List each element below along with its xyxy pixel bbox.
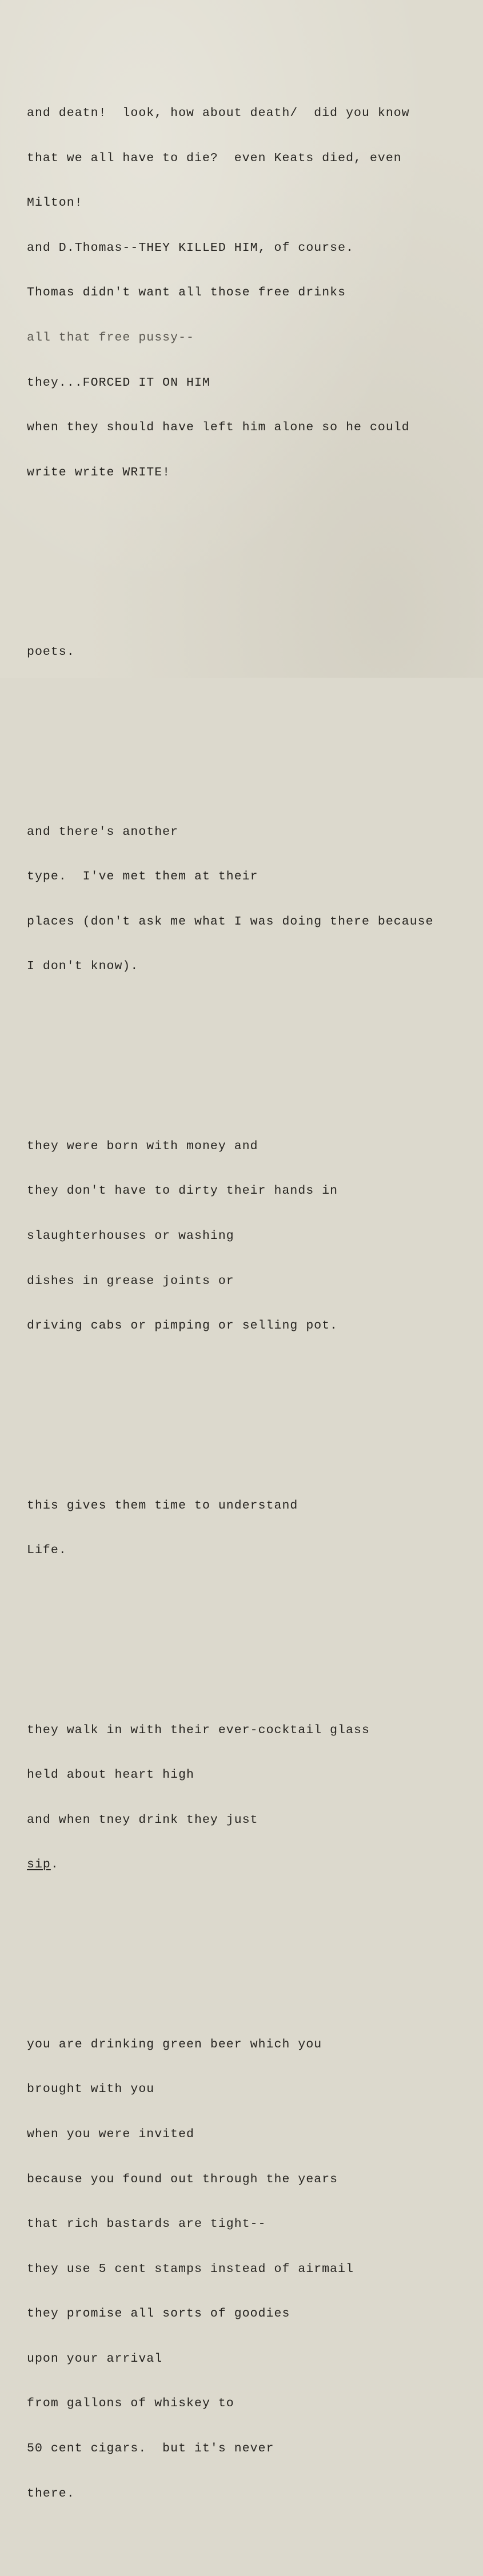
stanza-born-with-money — [27, 1109, 478, 1363]
poem-line: Life. — [27, 1543, 67, 1558]
poem-line: 50 cent cigars. but it's never — [27, 2442, 274, 2456]
poem-line: from gallons of whiskey to — [27, 2397, 234, 2411]
poem-line: they promise all sorts of goodies — [27, 2307, 290, 2321]
poem-line: and there's another — [27, 825, 179, 839]
poem-line: held about heart high — [27, 1768, 194, 1782]
stanza-green-beer — [27, 2007, 478, 2531]
poem-line: when they should have left him alone so he could — [27, 421, 410, 435]
poem-line: they don't have to dirty their hands in — [27, 1184, 338, 1198]
stanza-death — [27, 76, 478, 510]
poem-line: slaughterhouses or washing — [27, 1229, 234, 1243]
line-punctuation: . — [50, 1858, 59, 1872]
poem-line: Thomas didn't want all those free drinks — [27, 286, 346, 300]
poem-line: poets. — [27, 645, 75, 659]
stanza-cocktail-glass — [27, 1693, 478, 1902]
poem-line: and when tney drink they just — [27, 1813, 258, 1827]
poem-line: I don't know). — [27, 959, 139, 974]
stanza-break — [27, 734, 478, 749]
stanza-another-type — [27, 794, 478, 1004]
poem-line: all that free pussy-- — [27, 330, 194, 345]
poem-line: and D.Thomas--THEY KILLED HIM, of course. — [27, 241, 354, 255]
poem-line: there. — [27, 2486, 75, 2501]
stanza-break — [27, 1633, 478, 1647]
poem-line: they use 5 cent stamps instead of airmail — [27, 2262, 354, 2276]
poem-line: they...FORCED IT ON HIM — [27, 375, 210, 390]
poem-line: when you were invited — [27, 2127, 194, 2141]
poem-line: type. I've met them at their — [27, 870, 258, 884]
underlined-word: sip — [27, 1858, 51, 1872]
stanza-break — [27, 1408, 478, 1423]
poem-line — [27, 1857, 478, 1872]
poem-line: you are drinking green beer which you — [27, 2037, 322, 2051]
stanza-poets — [27, 615, 478, 690]
poem-line: dishes in grease joints or — [27, 1274, 234, 1288]
poem-line: driving cabs or pimping or selling pot. — [27, 1319, 338, 1333]
poem-line: Milton! — [27, 196, 83, 210]
poem-line: write write WRITE! — [27, 465, 171, 479]
poem-body — [27, 31, 478, 2576]
poem-line: places (don't ask me what I was doing there because — [27, 914, 434, 929]
poem-line: they were born with money and — [27, 1139, 258, 1153]
poem-line: upon your arrival — [27, 2351, 163, 2366]
poem-line: brought with you — [27, 2082, 155, 2097]
poem-line: that we all have to die? even Keats died, even — [27, 151, 402, 165]
stanza-break — [27, 1049, 478, 1064]
poem-line: that rich bastards are tight-- — [27, 2217, 266, 2231]
stanza-understand-life — [27, 1468, 478, 1588]
poem-line: because you found out through the years — [27, 2172, 338, 2186]
stanza-break — [27, 1947, 478, 1962]
poem-line: they walk in with their ever-cocktail glass — [27, 1723, 370, 1737]
stanza-break — [27, 555, 478, 570]
poem-line: and deatn! look, how about death/ did you know — [27, 106, 410, 121]
poem-line: this gives them time to understand — [27, 1498, 298, 1513]
